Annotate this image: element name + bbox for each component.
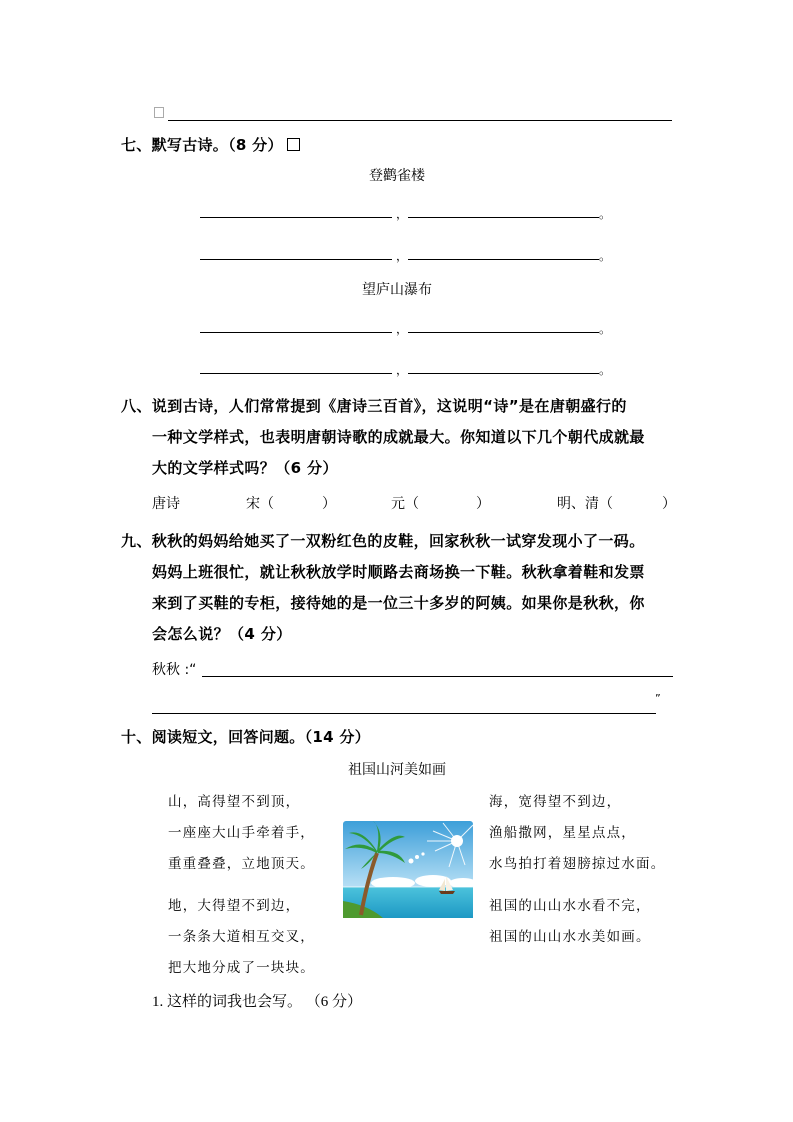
q9-answer-line-2[interactable] <box>152 713 656 714</box>
q10-sub-question-1: 1. 这样的词我也会写。 （6 分） <box>152 994 363 1010</box>
period: 。 <box>599 249 612 263</box>
placeholder-box-icon <box>154 107 164 118</box>
poem1-line2-left[interactable] <box>200 259 392 260</box>
comma: ， <box>396 322 409 336</box>
q8-line-1: 八、说到古诗，人们常常提到《唐诗三百首》，这说明“诗”是在唐朝盛行的 <box>121 397 627 415</box>
dynasty-song[interactable]: 宋（ <box>246 496 274 512</box>
poem1-line2-right[interactable] <box>408 259 599 260</box>
poem2-line2-right[interactable] <box>408 373 599 374</box>
left-stanza-2-line-2: 一条条大道相互交叉， <box>168 929 315 945</box>
q9-line-3: 来到了买鞋的专柜，接待她的是一位三十多岁的阿姨。如果你是秋秋，你 <box>152 594 645 612</box>
q9-answer-prefix: 秋秋 :“ <box>152 662 197 678</box>
poem2-line2-left[interactable] <box>200 373 392 374</box>
seaside-illustration <box>343 821 473 918</box>
dynasty-tang: 唐诗 <box>152 496 180 512</box>
left-stanza-2-line-3: 把大地分成了一块块。 <box>168 960 315 976</box>
q9-answer-suffix: ” <box>655 692 661 705</box>
left-stanza-1-line-1: 山，高得望不到顶， <box>168 794 301 810</box>
poem2-line1-left[interactable] <box>200 332 392 333</box>
left-stanza-2-line-1: 地，大得望不到边， <box>168 898 301 914</box>
comma: ， <box>396 363 409 377</box>
period: 。 <box>599 363 612 377</box>
passage-title: 祖国山河美如画 <box>348 762 446 778</box>
right-stanza-2-line-1: 祖国的山山水水看不完， <box>489 898 651 914</box>
poem1-line1-left[interactable] <box>200 217 392 218</box>
right-stanza-2-line-2: 祖国的山山水水美如画。 <box>489 929 651 945</box>
left-stanza-1-line-2: 一座座大山手牵着手， <box>168 825 315 841</box>
comma: ， <box>396 207 409 221</box>
paren-close: ） <box>322 496 336 512</box>
q7-title: 七、默写古诗。（8 分） <box>121 134 300 155</box>
paren-close: ） <box>662 496 676 512</box>
q9-answer-line-1[interactable] <box>202 676 673 677</box>
period: 。 <box>599 322 612 336</box>
left-stanza-1-line-3: 重重叠叠，立地顶天。 <box>168 856 315 872</box>
right-stanza-1-line-2: 渔船撒网，星星点点， <box>489 825 636 841</box>
period: 。 <box>599 207 612 221</box>
dynasty-yuan[interactable]: 元（ <box>391 496 419 512</box>
placeholder-box-icon <box>287 138 300 151</box>
comma: ， <box>396 249 409 263</box>
q8-line-3: 大的文学样式吗？（6 分） <box>152 459 338 477</box>
q9-line-2: 妈妈上班很忙，就让秋秋放学时顺路去商场换一下鞋。秋秋拿着鞋和发票 <box>152 563 645 581</box>
q9-line-1: 九、秋秋的妈妈给她买了一双粉红色的皮鞋，回家秋秋一试穿发现小了一码。 <box>121 532 645 550</box>
dynasty-ming-qing[interactable]: 明、清（ <box>557 496 613 512</box>
poem2-line1-right[interactable] <box>408 332 599 333</box>
q10-title: 十、阅读短文，回答问题。（14 分） <box>121 728 370 746</box>
poem-title-1: 登鹳雀楼 <box>369 168 425 184</box>
q8-line-2: 一种文学样式，也表明唐朝诗歌的成就最大。你知道以下几个朝代成就最 <box>152 428 645 446</box>
right-stanza-1-line-3: 水鸟拍打着翅膀掠过水面。 <box>489 856 666 872</box>
palm-tree-sailboat-image <box>343 821 473 918</box>
right-stanza-1-line-1: 海，宽得望不到边， <box>489 794 622 810</box>
poem1-line1-right[interactable] <box>408 217 599 218</box>
answer-line[interactable] <box>168 120 672 121</box>
paren-close: ） <box>476 496 490 512</box>
poem-title-2: 望庐山瀑布 <box>362 282 432 298</box>
q9-line-4: 会怎么说？（4 分） <box>152 625 292 643</box>
